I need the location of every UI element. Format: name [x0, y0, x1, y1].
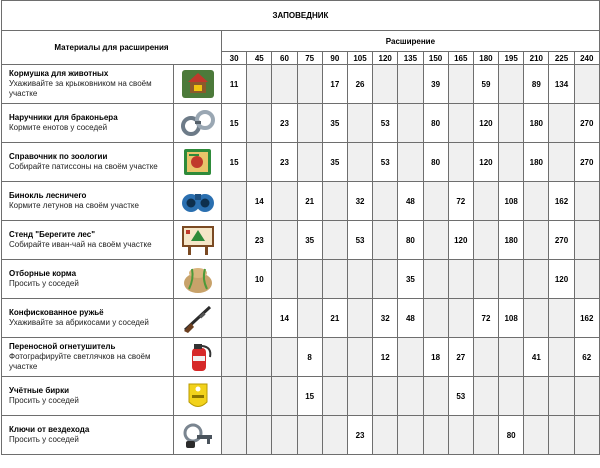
- value-cell: [448, 65, 473, 104]
- level-header: 210: [524, 52, 549, 65]
- material-hint: Кормите летунов на своём участке: [9, 201, 139, 210]
- icon-cell: [174, 104, 222, 143]
- value-cell: [297, 143, 322, 182]
- value-cell: [574, 221, 599, 260]
- level-header: 165: [448, 52, 473, 65]
- table-row: [2, 104, 600, 143]
- material-hint: Собирайте иван-чай на своём участке: [9, 240, 152, 249]
- value-cell: 35: [398, 260, 423, 299]
- level-header: 195: [499, 52, 524, 65]
- material-cell: [2, 260, 174, 299]
- value-cell: 15: [222, 143, 247, 182]
- material-hint: Кормите енотов у соседей: [9, 123, 108, 132]
- level-header: 240: [574, 52, 599, 65]
- material-hint: Просить у соседей: [9, 396, 79, 405]
- value-cell: 10: [247, 260, 272, 299]
- value-cell: 18: [423, 338, 448, 377]
- level-header: 135: [398, 52, 423, 65]
- expansion-header: Расширение: [222, 31, 600, 52]
- value-cell: [222, 416, 247, 455]
- value-cell: [247, 104, 272, 143]
- value-cell: [247, 143, 272, 182]
- value-cell: [322, 221, 347, 260]
- icon-cell: [174, 260, 222, 299]
- value-cell: [272, 182, 297, 221]
- value-cell: [398, 143, 423, 182]
- value-cell: 12: [373, 338, 398, 377]
- value-cell: 120: [549, 260, 574, 299]
- table-row: [2, 221, 600, 260]
- value-cell: [272, 260, 297, 299]
- value-cell: [448, 143, 473, 182]
- value-cell: 270: [549, 221, 574, 260]
- value-cell: [297, 416, 322, 455]
- table-row: [2, 377, 600, 416]
- value-cell: [448, 416, 473, 455]
- value-cell: [574, 260, 599, 299]
- material-name: Конфискованное ружьё: [9, 308, 104, 317]
- value-cell: [448, 104, 473, 143]
- zoology-book-icon: [180, 146, 216, 178]
- value-cell: 15: [297, 377, 322, 416]
- value-cell: [549, 104, 574, 143]
- value-cell: 134: [549, 65, 574, 104]
- value-cell: 23: [247, 221, 272, 260]
- feeder-icon: [180, 68, 216, 100]
- table-row: [2, 338, 600, 377]
- material-cell: [2, 182, 174, 221]
- value-cell: 32: [347, 182, 372, 221]
- table-row: [2, 299, 600, 338]
- value-cell: [222, 260, 247, 299]
- value-cell: [322, 377, 347, 416]
- value-cell: [347, 377, 372, 416]
- material-hint: Ухаживайте за крыжовником на своём участке: [9, 79, 152, 98]
- forest-stand-icon: [180, 224, 216, 256]
- value-cell: [222, 338, 247, 377]
- value-cell: [524, 416, 549, 455]
- value-cell: [247, 377, 272, 416]
- value-cell: [574, 182, 599, 221]
- value-cell: [347, 260, 372, 299]
- value-cell: 80: [398, 221, 423, 260]
- value-cell: [524, 377, 549, 416]
- value-cell: [347, 104, 372, 143]
- value-cell: 23: [347, 416, 372, 455]
- table-row: [2, 260, 600, 299]
- value-cell: [398, 338, 423, 377]
- value-cell: 72: [473, 299, 498, 338]
- material-hint: Фотографируйте светлячков на своём участке: [9, 352, 151, 371]
- value-cell: 21: [322, 299, 347, 338]
- value-cell: 108: [499, 182, 524, 221]
- value-cell: [247, 416, 272, 455]
- value-cell: [423, 221, 448, 260]
- value-cell: 14: [247, 182, 272, 221]
- material-hint: Ухаживайте за абрикосами у соседей: [9, 318, 149, 327]
- value-cell: 27: [448, 338, 473, 377]
- value-cell: [524, 221, 549, 260]
- value-cell: 180: [499, 221, 524, 260]
- value-cell: 39: [423, 65, 448, 104]
- value-cell: [574, 416, 599, 455]
- value-cell: 120: [448, 221, 473, 260]
- value-cell: [549, 299, 574, 338]
- material-cell: [2, 416, 174, 455]
- value-cell: 26: [347, 65, 372, 104]
- value-cell: [347, 338, 372, 377]
- value-cell: [247, 65, 272, 104]
- value-cell: [222, 182, 247, 221]
- value-cell: [549, 377, 574, 416]
- value-cell: [272, 416, 297, 455]
- value-cell: [549, 143, 574, 182]
- value-cell: [347, 299, 372, 338]
- value-cell: [272, 338, 297, 377]
- material-hint: Просить у соседей: [9, 435, 79, 444]
- value-cell: [499, 104, 524, 143]
- value-cell: 35: [297, 221, 322, 260]
- icon-cell: [174, 182, 222, 221]
- expansion-table: [1, 0, 600, 455]
- icon-cell: [174, 377, 222, 416]
- table-row: [2, 65, 600, 104]
- value-cell: [524, 299, 549, 338]
- value-cell: 41: [524, 338, 549, 377]
- value-cell: 23: [272, 104, 297, 143]
- value-cell: [272, 65, 297, 104]
- material-name: Учётные бирки: [9, 386, 69, 395]
- value-cell: [247, 299, 272, 338]
- value-cell: [574, 377, 599, 416]
- value-cell: [373, 377, 398, 416]
- icon-cell: [174, 143, 222, 182]
- value-cell: [272, 221, 297, 260]
- table-row: [2, 182, 600, 221]
- value-cell: [398, 104, 423, 143]
- table-row: [2, 143, 600, 182]
- value-cell: [524, 182, 549, 221]
- material-cell: [2, 104, 174, 143]
- material-name: Отборные корма: [9, 269, 77, 278]
- value-cell: 162: [574, 299, 599, 338]
- value-cell: 162: [549, 182, 574, 221]
- value-cell: 270: [574, 143, 599, 182]
- value-cell: [423, 299, 448, 338]
- level-header: 90: [322, 52, 347, 65]
- value-cell: [373, 416, 398, 455]
- value-cell: [398, 377, 423, 416]
- material-name: Переносной огнетушитель: [9, 342, 116, 351]
- value-cell: [423, 260, 448, 299]
- table-row: [2, 416, 600, 455]
- material-name: Справочник по зоологии: [9, 152, 108, 161]
- value-cell: [398, 65, 423, 104]
- level-header: 60: [272, 52, 297, 65]
- value-cell: 59: [473, 65, 498, 104]
- value-cell: [297, 104, 322, 143]
- value-cell: 80: [423, 104, 448, 143]
- level-header: 30: [222, 52, 247, 65]
- material-name: Стенд "Берегите лес": [9, 230, 96, 239]
- value-cell: [272, 377, 297, 416]
- car-keys-icon: [180, 419, 216, 451]
- value-cell: [499, 260, 524, 299]
- value-cell: 62: [574, 338, 599, 377]
- value-cell: [373, 65, 398, 104]
- value-cell: 53: [448, 377, 473, 416]
- value-cell: 23: [272, 143, 297, 182]
- value-cell: [247, 338, 272, 377]
- handcuffs-icon: [180, 107, 216, 139]
- value-cell: 120: [473, 143, 498, 182]
- material-cell: [2, 143, 174, 182]
- value-cell: 80: [423, 143, 448, 182]
- value-cell: [499, 338, 524, 377]
- value-cell: 108: [499, 299, 524, 338]
- value-cell: [398, 416, 423, 455]
- value-cell: [373, 182, 398, 221]
- value-cell: 48: [398, 299, 423, 338]
- value-cell: [222, 221, 247, 260]
- table-title: ЗАПОВЕДНИК: [2, 1, 600, 31]
- material-cell: [2, 338, 174, 377]
- value-cell: [473, 377, 498, 416]
- icon-cell: [174, 299, 222, 338]
- value-cell: [499, 65, 524, 104]
- material-cell: [2, 377, 174, 416]
- binoculars-icon: [180, 185, 216, 217]
- value-cell: [499, 143, 524, 182]
- value-cell: [222, 377, 247, 416]
- value-cell: 120: [473, 104, 498, 143]
- rifle-icon: [180, 302, 216, 334]
- value-cell: [473, 338, 498, 377]
- value-cell: 53: [373, 104, 398, 143]
- material-name: Наручники для браконьера: [9, 113, 118, 122]
- title-row: [2, 1, 600, 31]
- value-cell: 17: [322, 65, 347, 104]
- value-cell: [473, 182, 498, 221]
- value-cell: [473, 221, 498, 260]
- materials-header: Материалы для расширения: [2, 31, 222, 65]
- value-cell: 14: [272, 299, 297, 338]
- value-cell: 35: [322, 143, 347, 182]
- level-header: 180: [473, 52, 498, 65]
- level-header: 120: [373, 52, 398, 65]
- material-hint: Просить у соседей: [9, 279, 79, 288]
- material-name: Ключи от вездехода: [9, 425, 90, 434]
- value-cell: [297, 260, 322, 299]
- value-cell: 15: [222, 104, 247, 143]
- extinguisher-icon: [180, 341, 216, 373]
- material-cell: [2, 221, 174, 260]
- value-cell: [448, 260, 473, 299]
- value-cell: [574, 65, 599, 104]
- value-cell: 21: [297, 182, 322, 221]
- value-cell: [448, 299, 473, 338]
- value-cell: [297, 299, 322, 338]
- level-header: 75: [297, 52, 322, 65]
- material-hint: Собирайте патиссоны на своём участке: [9, 162, 158, 171]
- feed-sack-icon: [180, 263, 216, 295]
- value-cell: [549, 416, 574, 455]
- value-cell: [222, 299, 247, 338]
- value-cell: 48: [398, 182, 423, 221]
- value-cell: [297, 65, 322, 104]
- level-header: 45: [247, 52, 272, 65]
- value-cell: [322, 182, 347, 221]
- value-cell: 8: [297, 338, 322, 377]
- icon-cell: [174, 221, 222, 260]
- level-header: 225: [549, 52, 574, 65]
- value-cell: 270: [574, 104, 599, 143]
- value-cell: [373, 221, 398, 260]
- value-cell: [347, 143, 372, 182]
- value-cell: 180: [524, 104, 549, 143]
- material-name: Бинокль лесничего: [9, 191, 87, 200]
- value-cell: [524, 260, 549, 299]
- icon-cell: [174, 416, 222, 455]
- ear-tag-icon: [180, 380, 216, 412]
- value-cell: [322, 416, 347, 455]
- level-header: 150: [423, 52, 448, 65]
- value-cell: 72: [448, 182, 473, 221]
- value-cell: [423, 377, 448, 416]
- value-cell: 11: [222, 65, 247, 104]
- icon-cell: [174, 65, 222, 104]
- value-cell: [499, 377, 524, 416]
- header-row: [2, 31, 600, 52]
- value-cell: 89: [524, 65, 549, 104]
- value-cell: 32: [373, 299, 398, 338]
- value-cell: [373, 260, 398, 299]
- value-cell: [423, 416, 448, 455]
- material-cell: [2, 65, 174, 104]
- value-cell: [322, 338, 347, 377]
- value-cell: 53: [347, 221, 372, 260]
- value-cell: [423, 182, 448, 221]
- icon-cell: [174, 338, 222, 377]
- value-cell: 35: [322, 104, 347, 143]
- value-cell: [473, 416, 498, 455]
- value-cell: 53: [373, 143, 398, 182]
- value-cell: 80: [499, 416, 524, 455]
- material-cell: [2, 299, 174, 338]
- value-cell: [473, 260, 498, 299]
- material-name: Кормушка для животных: [9, 69, 109, 78]
- value-cell: [549, 338, 574, 377]
- value-cell: 180: [524, 143, 549, 182]
- level-header: 105: [347, 52, 372, 65]
- value-cell: [322, 260, 347, 299]
